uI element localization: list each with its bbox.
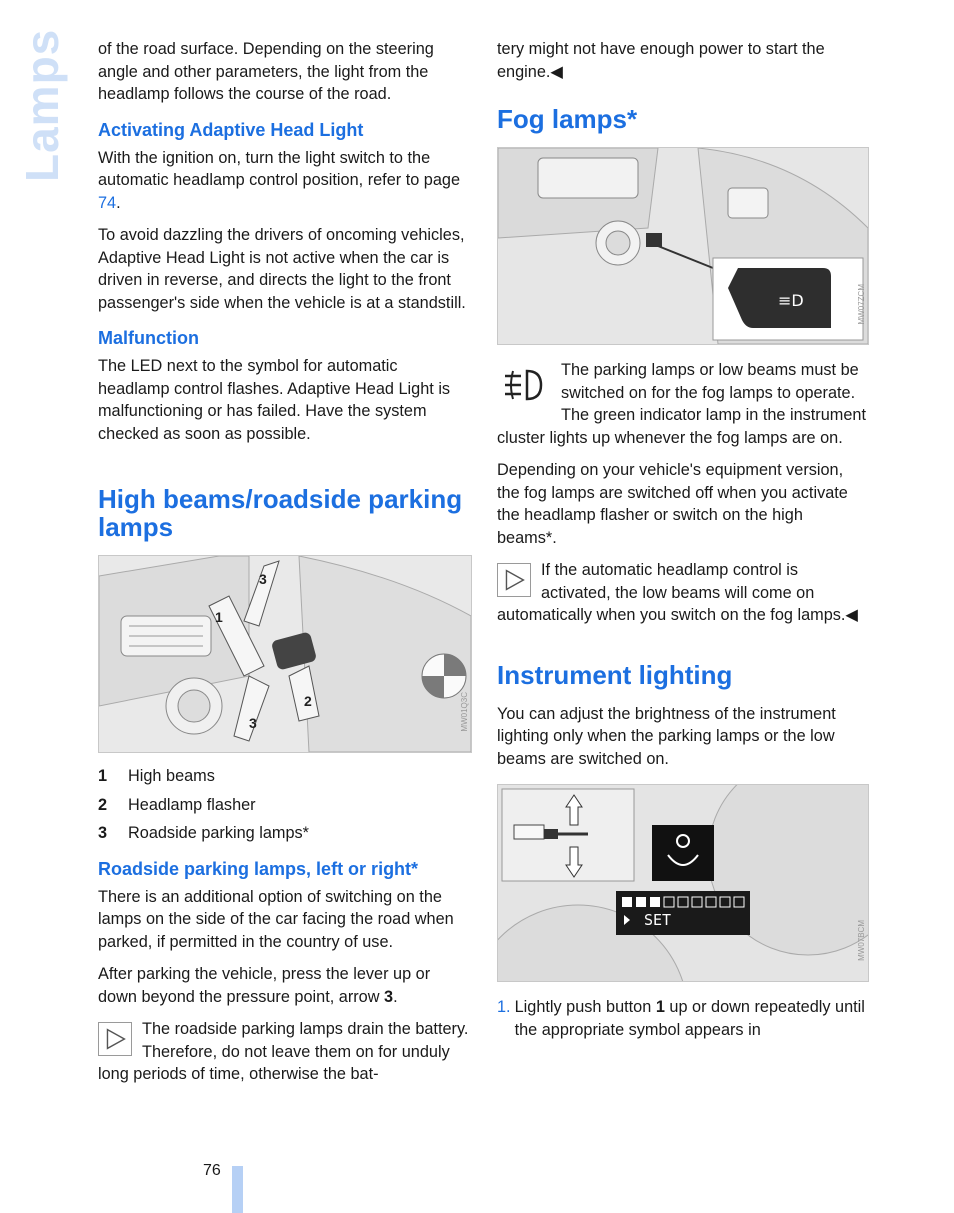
- page-link-74[interactable]: 74: [98, 193, 117, 212]
- svg-text:2: 2: [304, 693, 312, 709]
- heading-fog-lamps: Fog lamps*: [497, 104, 638, 134]
- figure-code: MW01Q3C: [460, 692, 469, 732]
- instrument-cluster-illustration: [498, 785, 868, 981]
- high-beams-lever-figure: [98, 555, 472, 753]
- figure-code: MW07BCM: [857, 920, 866, 961]
- svg-text:3: 3: [259, 571, 267, 587]
- after-parking-paragraph: After parking the vehicle, press the lever up or down beyond the pressure point, arrow 3.: [98, 965, 431, 1006]
- fog-equipment-paragraph: Depending on your vehicle's equipment version, the fog lamps are switched off when you activate the headlamp flasher or switch on the high beams*.: [497, 461, 848, 547]
- light-switch-illustration: [498, 148, 868, 344]
- right-column: [497, 38, 867, 1041]
- dazzle-paragraph: To avoid dazzling the drivers of oncoming vehicles, Adaptive Head Light is not active when the car is driven in reverse, and directs the light to the front passenger's side when the vehicle is at a standstill.: [98, 226, 466, 312]
- heading-high-beams: High beams/roadside parking lamps: [98, 484, 463, 542]
- continued-paragraph: tery might not have enough power to start the engine.◀: [497, 40, 825, 81]
- svg-text:3: 3: [249, 715, 257, 731]
- fog-lamp-switch-figure: [497, 147, 869, 345]
- note-triangle-icon: [497, 563, 531, 597]
- activating-paragraph: With the ignition on, turn the light switch to the automatic headlamp control position, refer to page 74.: [98, 148, 461, 212]
- chapter-side-title: Lamps: [16, 28, 68, 182]
- note-triangle-icon: [98, 1022, 132, 1056]
- figure-legend: [98, 765, 470, 845]
- heading-instrument-lighting: Instrument lighting: [497, 659, 733, 690]
- heading-roadside-parking-lamps: Roadside parking lamps, left or right*: [98, 858, 419, 879]
- fog-indicator-paragraph: The parking lamps or low beams must be switched on for the fog lamps to operate. The green indicator lamp in the instrument cluster lights up whenever the fog lamps are on.: [497, 361, 866, 447]
- intro-paragraph: of the road surface. Depending on the steering angle and other parameters, the light from the headlamp follows the course of the road.: [98, 40, 434, 103]
- heading-activating-adaptive-head-light: Activating Adaptive Head Light: [98, 119, 364, 140]
- figure-code: MW07ZCM: [857, 283, 866, 324]
- instrument-paragraph: You can adjust the brightness of the instrument lighting only when the parking lamps or the low beams are switched on.: [497, 704, 836, 768]
- legend-item: 1 High beams: [98, 767, 215, 785]
- svg-text:1: 1: [215, 609, 223, 625]
- instruction-steps: [497, 996, 867, 1041]
- legend-item: 3 Roadside parking lamps*: [98, 824, 310, 842]
- fog-lamp-symbol-icon: [497, 365, 549, 405]
- steering-column-illustration: [99, 556, 471, 752]
- heading-malfunction: Malfunction: [98, 328, 199, 348]
- svg-text:≡D: ≡D: [778, 291, 804, 310]
- legend-item: 2 Headlamp flasher: [98, 795, 256, 814]
- auto-headlamp-note: If the automatic headlamp control is activated, the low beams will come on automatically when you switch on the fog lamps.◀: [497, 561, 858, 624]
- display-set-text: SET: [644, 911, 672, 929]
- instrument-lighting-figure: [497, 784, 869, 982]
- page-marker-bar: [232, 1166, 243, 1213]
- page-number: 76: [203, 1162, 221, 1179]
- step-item: 1. Lightly push button 1 up or down repeatedly until the appropriate symbol appears in: [497, 998, 865, 1039]
- left-column: [98, 38, 470, 1096]
- malfunction-paragraph: The LED next to the symbol for automatic headlamp control flashes. Adaptive Head Light is malfunctioning or has failed. Have the system checked as soon as possible.: [98, 357, 451, 443]
- roadside-paragraph: There is an additional option of switching on the lamps on the side of the car facing the road when parked, if permitted in the country of use.: [98, 887, 454, 951]
- battery-note: The roadside parking lamps drain the battery. Therefore, do not leave them on for unduly long periods of time, otherwise the bat-: [98, 1020, 469, 1083]
